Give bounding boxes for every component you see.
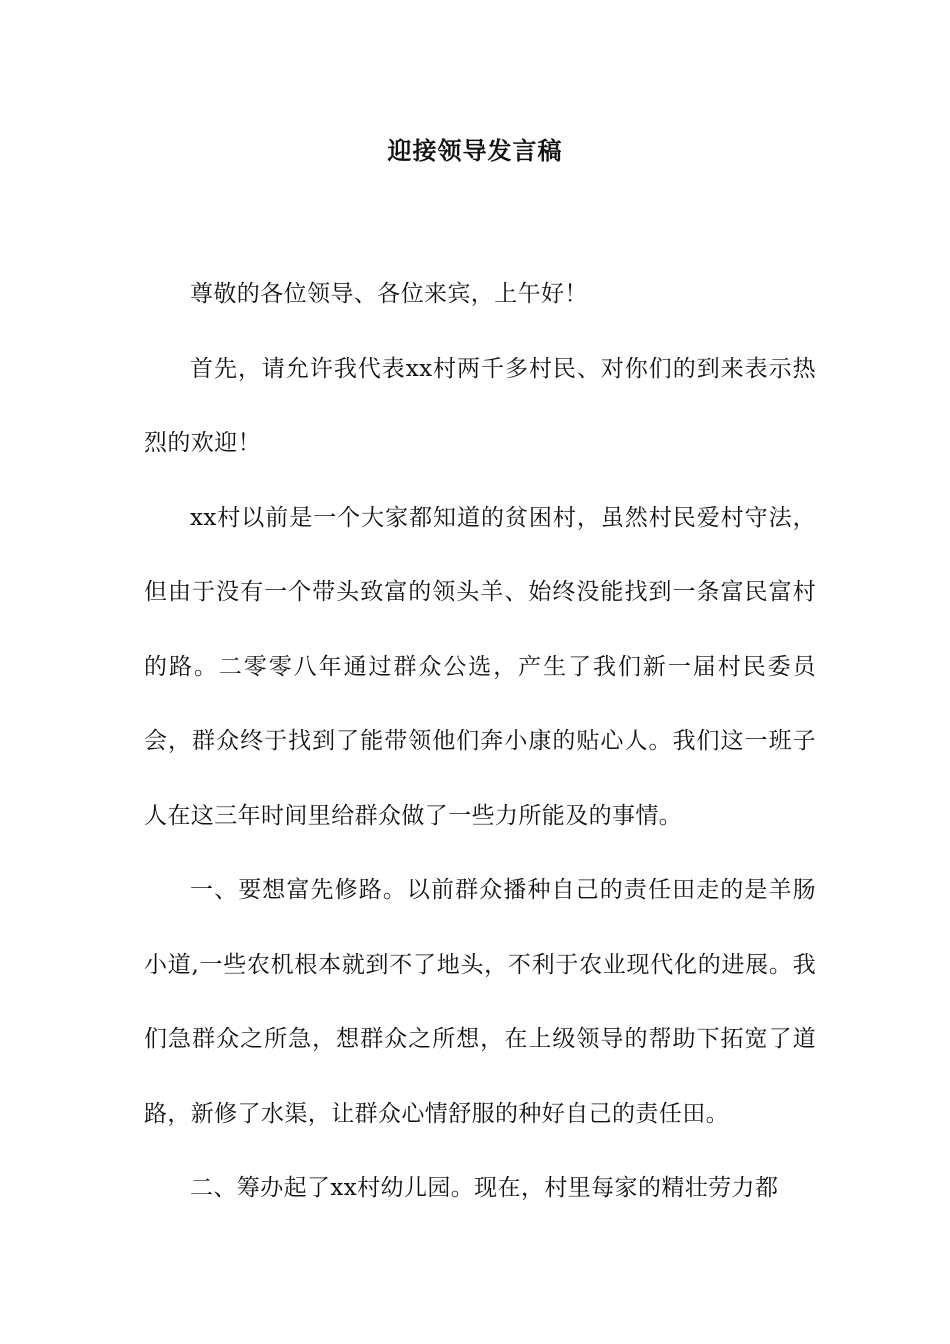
paragraph-greeting: 尊敬的各位领导、各位来宾，上午好！ <box>190 281 588 307</box>
document-title: 迎接领导发言稿 <box>387 137 563 165</box>
paragraph-kindergarten: 二、筹办起了xx村幼儿园。现在，村里每家的精壮劳力都 <box>190 1175 779 1201</box>
document-body <box>144 257 816 1226</box>
paragraph-welcome: 首先，请允许我代表xx村两千多村民、对你们的到来表示热烈的欢迎！ <box>144 355 816 456</box>
paragraph-roads: 一、要想富先修路。以前群众播种自己的责任田走的是羊肠小道,一些农机根本就到不了地头，不利于农业现代化的进展。我们急群众之所急，想群众之所想，在上级领导的帮助下拓宽了道路，新修了水渠，让群众心情舒服的种好自己的责任田。 <box>144 877 816 1127</box>
paragraph-village-history: xx村以前是一个大家都知道的贫困村，虽然村民爱村守法，但由于没有一个带头致富的领头羊、始终没能找到一条富民富村的路。二零零八年通过群众公选，产生了我们新一届村民委员会，群众终于找到了能带领他们奔小康的贴心人。我们这一班子人在这三年时间里给群众做了一些力所能及的事情。 <box>144 504 816 829</box>
